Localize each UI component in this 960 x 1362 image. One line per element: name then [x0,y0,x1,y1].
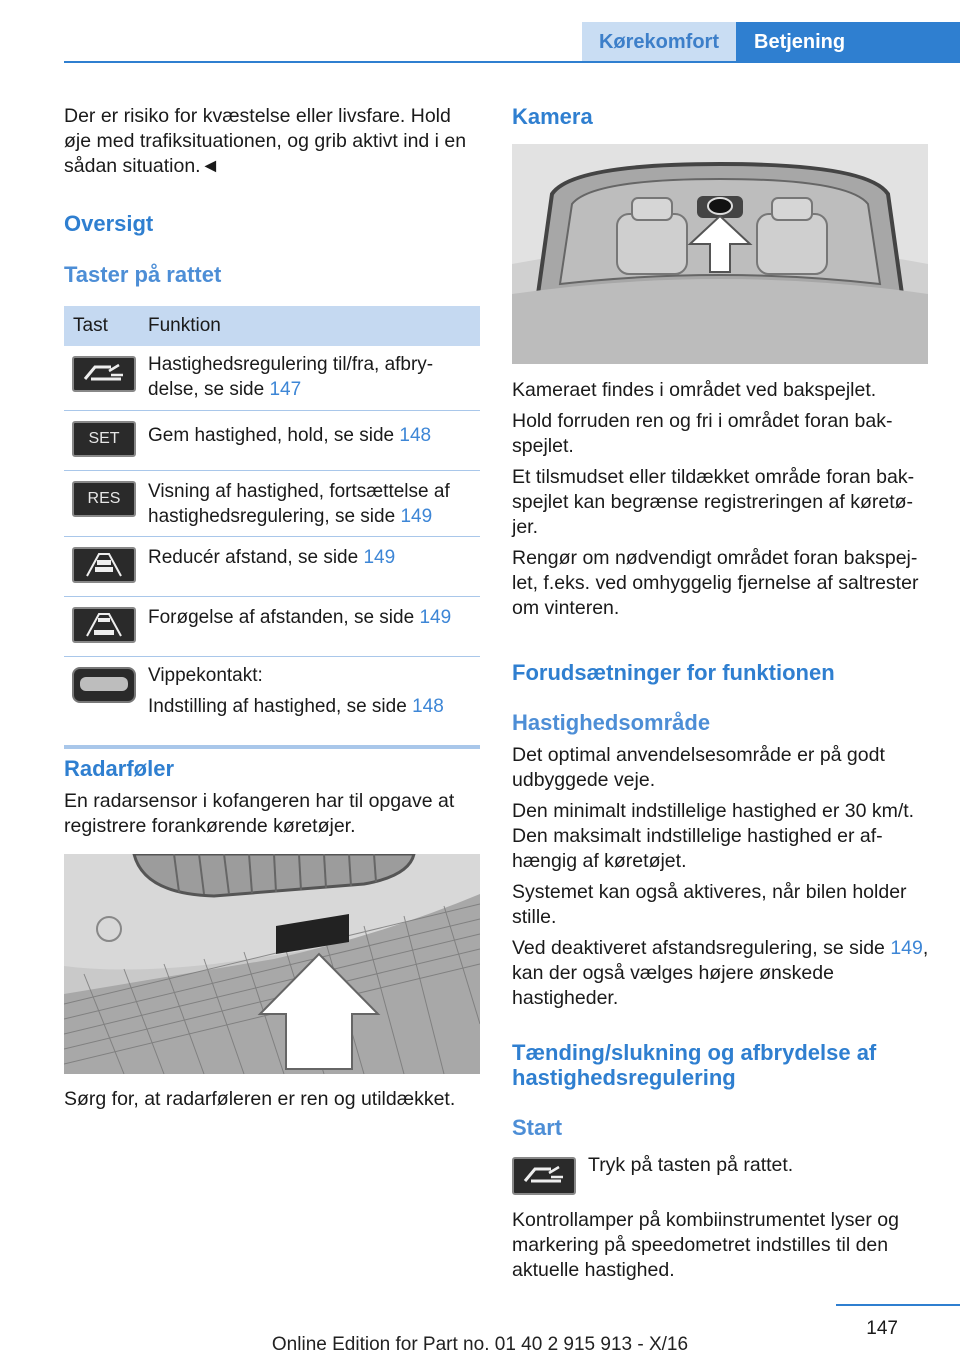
row-text: Forøgelse af afstanden, se side [148,607,420,628]
cruise-control-icon [72,356,136,392]
table-end-rule [64,745,480,749]
kamera-text-block [512,378,932,627]
row-text-title: Vippekontakt: [148,665,263,686]
hast-p2: Den minimalt indstillelige hastighed er 30 km/t. Den maksimalt indstillelige hastighed er af-hængig af køretøjet. [512,800,915,872]
heading-hastighedsomraade: Hastighedsområde [512,710,711,735]
hast-p1: Det optimal anvendelsesområde er på godt udbyggede veje. [512,744,885,791]
table-row [64,471,480,537]
table-row [64,411,480,471]
page-link[interactable]: 148 [399,425,432,446]
header-tab-betjening[interactable]: Betjening [736,22,960,63]
camera-image [512,144,928,364]
distance-decrease-icon [72,547,136,583]
start-after-text: Kontrollamper på kombiinstrumentet lyser og markering på speedometret indstilles til den aktuelle hastighed. [512,1209,899,1281]
hast-text-block [512,743,932,1017]
radar-text: En radarsensor i kofangeren har til opgave at registrere forankørende køretøjer. [64,790,455,837]
header-tab-koerekomfort[interactable]: Kørekomfort [582,22,736,63]
start-text: Tryk på tasten på rattet. [588,1154,794,1176]
col-header-funktion: Funktion [148,315,221,336]
page-link[interactable]: 148 [412,696,444,717]
radar-caption: Sørg for, at radarføleren er ren og utildækket. [64,1088,456,1110]
table-row [64,537,480,597]
distance-increase-icon [72,607,136,643]
row-text: Visning af hastighed, fortsættelse af hastighedsregulering, se side [148,481,450,527]
set-button-icon: SET [72,421,136,457]
heading-taster: Taster på rattet [64,262,222,287]
kamera-p1: Kameraet findes i området ved bakspejlet. [512,379,877,401]
page-link[interactable]: 149 [400,506,433,527]
table-row [64,346,480,411]
online-edition-text: Online Edition for Part no. 01 40 2 915 913 - X/16 [271,1334,689,1355]
rocker-switch-icon [72,667,136,703]
heading-oversigt: Oversigt [64,211,154,236]
cruise-control-icon [512,1157,576,1195]
header-rule [64,61,960,63]
row-text: Hastighedsregulering til/fra, afbry-delse, se side [148,354,434,400]
heading-taending: Tænding/slukning og afbrydelse af hastighedsregulering [512,1040,877,1090]
hast-p3: Systemet kan også aktiveres, når bilen holder stille. [512,881,907,928]
row-text: Indstilling af hastighed, se side [148,696,413,717]
row-text: Gem hastighed, hold, se side [148,425,400,446]
table-row [64,597,480,657]
kamera-p4: Rengør om nødvendigt området foran bakspej-let, f.eks. ved omhyggelig fjernelse af saltrester om vinteren. [512,547,919,619]
keys-table [64,306,480,749]
page-link[interactable]: 149 [363,547,396,568]
intro-text: Der er risiko for kvæstelse eller livsfare. Hold øje med trafiksituationen, og grib aktivt ind i en sådan situation.◄ [64,105,467,177]
table-row [64,657,480,727]
heading-kamera: Kamera [512,104,593,129]
heading-radarfoeler: Radarføler [64,756,175,781]
page-link[interactable]: 149 [890,937,923,959]
left-intro-block [64,104,480,185]
hast-p4: Ved deaktiveret afstandsregulering, se side 149, kan der også vælges højere ønskede hastigheder. [512,937,929,1009]
radar-sensor-image [64,854,480,1074]
kamera-p2: Hold forruden ren og fri i området foran bak-spejlet. [512,410,893,457]
row-text: Reducér afstand, se side [148,547,364,568]
heading-forudsaetninger: Forudsætninger for funktionen [512,660,835,685]
heading-start: Start [512,1115,563,1140]
page-link[interactable]: 149 [419,607,452,628]
page-link[interactable]: 147 [269,379,302,400]
footer-rule [836,1304,960,1306]
col-header-tast: Tast [73,315,108,336]
res-button-icon: RES [72,481,136,517]
page-number: 147 [866,1318,898,1339]
kamera-p3: Et tilsmudset eller tildækket område foran bak-spejlet kan begrænse registreringen af køretø-jer. [512,466,915,538]
table-header [64,306,480,346]
